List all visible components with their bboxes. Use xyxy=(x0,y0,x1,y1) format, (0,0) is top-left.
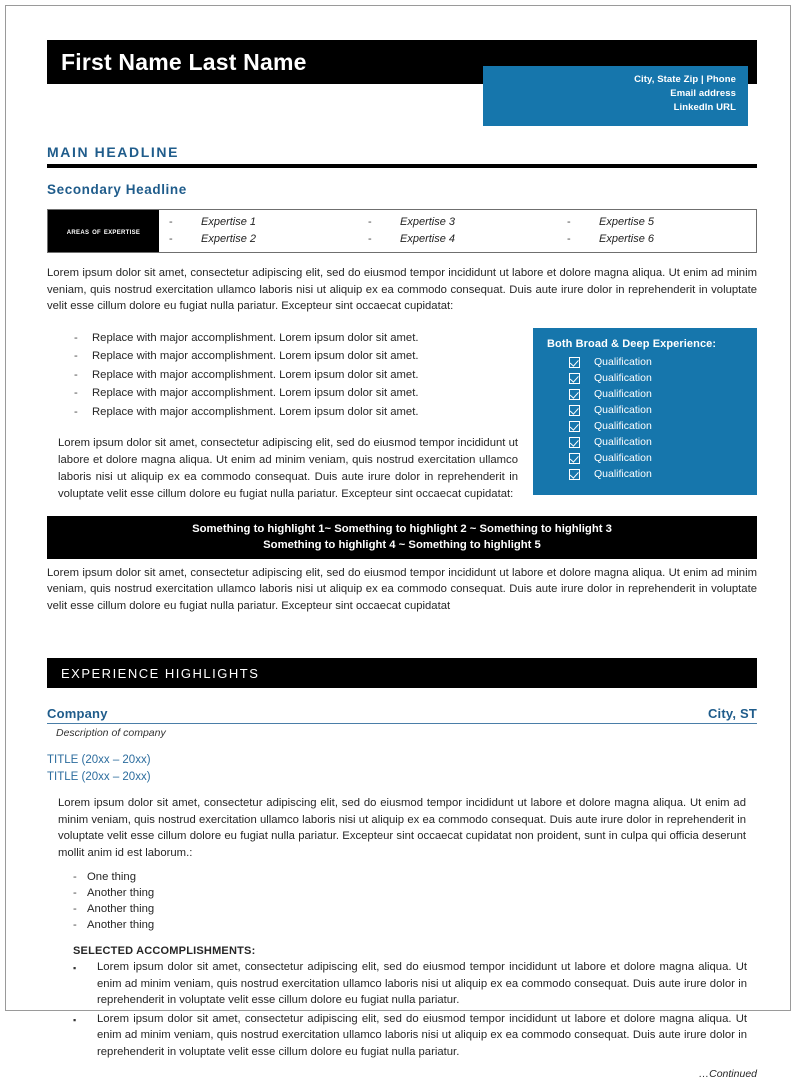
qualification-item xyxy=(569,355,747,370)
qualifications-box xyxy=(533,328,757,495)
thing-text: Another thing xyxy=(87,887,155,899)
expertise-label-text: Expertise 2 xyxy=(201,233,257,245)
company-description: Description of company xyxy=(56,727,166,739)
dash-bullet: - xyxy=(74,368,78,381)
list-item xyxy=(47,384,517,403)
dash-bullet: - xyxy=(74,405,78,418)
continued-footer: …Continued xyxy=(698,1068,757,1080)
secondary-headline: Secondary Headline xyxy=(47,182,187,197)
dash-bullet: - xyxy=(74,350,78,362)
dash-bullet: - xyxy=(567,233,571,245)
checkbox-checked-icon[interactable] xyxy=(569,389,580,400)
accomplishment-text: Replace with major accomplishment. Lorem ipsum dolor sit amet. xyxy=(92,387,419,399)
summary-intro-paragraph: Lorem ipsum dolor sit amet, consectetur adipiscing elit, sed do eiusmod tempor incididunt ut labore et dolore magna aliqua. Ut enim ad minim veniam, quis nostrud exercitation ullamco laboris nisi ut aliquip ex ea commodo consequat. Duis aute irure dolor in reprehenderit in voluptate velit esse cillum dolore eu fugiat nulla pariatur. Excepteur sint occaecat cupidatat: xyxy=(47,267,757,312)
checkbox-checked-icon[interactable] xyxy=(569,437,580,448)
dash-bullet: - xyxy=(73,919,77,931)
qualification-label: Qualification xyxy=(594,419,652,432)
expertise-label-text: Expertise 5 xyxy=(599,216,655,228)
job-titles xyxy=(47,752,757,785)
highlight-banner xyxy=(47,516,757,559)
company-header-row xyxy=(47,706,757,724)
areas-of-expertise-table xyxy=(47,209,757,253)
dash-bullet: - xyxy=(74,387,78,399)
qualification-label: Qualification xyxy=(594,371,652,384)
contact-info-box xyxy=(483,66,748,126)
contact-line-linkedin: LinkedIn URL xyxy=(673,102,736,113)
checkbox-checked-icon[interactable] xyxy=(569,405,580,416)
accomplishment-text: Replace with major accomplishment. Lorem ipsum dolor sit amet. xyxy=(92,350,419,362)
main-headline: MAIN HEADLINE xyxy=(47,144,180,160)
experience-section-title: EXPERIENCE HIGHLIGHTS xyxy=(61,666,260,681)
checkbox-checked-icon[interactable] xyxy=(569,357,580,368)
accomplishment-text: Replace with major accomplishment. Lorem ipsum dolor sit amet. xyxy=(92,368,419,381)
page-content xyxy=(47,40,757,1080)
dash-bullet: - xyxy=(73,887,77,899)
thing-text: One thing xyxy=(87,871,136,883)
dash-bullet: - xyxy=(73,871,77,883)
accomplishment-text: Replace with major accomplishment. Lorem ipsum dolor sit amet. xyxy=(92,331,419,344)
expertise-label-text: Expertise 4 xyxy=(400,233,456,245)
list-item xyxy=(47,959,747,1009)
qualification-label: Qualification xyxy=(594,403,652,416)
checkbox-checked-icon[interactable] xyxy=(569,421,580,432)
accomplishment-text: Lorem ipsum dolor sit amet, consectetur adipiscing elit, sed do eiusmod tempor incididunt ut labore et dolore magna aliqua. Ut enim ad minim veniam, quis nostrud exercitation ullamco laboris nisi ut aliquip ex ea commodo consequat. Duis aute irure dolor in reprehenderit in voluptate velit esse cillum dolore eu fugiat nulla pariatur. xyxy=(97,1012,747,1058)
qualification-item xyxy=(569,451,747,466)
selected-accomplishments-list xyxy=(47,959,757,1060)
qualifications-title: Both Broad & Deep Experience: xyxy=(547,337,717,350)
qualification-label: Qualification xyxy=(594,467,652,480)
main-headline-rule xyxy=(47,164,757,168)
areas-of-expertise-label: areas of expertise xyxy=(48,210,159,252)
accomplishment-text: Lorem ipsum dolor sit amet, consectetur adipiscing elit, sed do eiusmod tempor incididunt ut labore et dolore magna aliqua. Ut enim ad minim veniam, quis nostrud exercitation ullamco laboris nisi ut aliquip ex ea commodo consequat. Duis aute irure dolor in reprehenderit in voluptate velit esse cillum dolore eu fugiat nulla pariatur. xyxy=(97,961,747,1006)
dash-bullet: - xyxy=(368,216,372,228)
thing-text: Another thing xyxy=(87,919,155,931)
qualification-item xyxy=(569,435,747,450)
expertise-item xyxy=(169,214,358,231)
accomplishment-list xyxy=(47,329,517,504)
expertise-item xyxy=(368,231,557,248)
expertise-item xyxy=(567,231,756,248)
dash-bullet: - xyxy=(73,903,77,915)
list-item xyxy=(47,869,757,885)
dash-bullet: - xyxy=(368,233,372,245)
contact-line-email: Email address xyxy=(670,88,736,99)
accomplishment-text: Replace with major accomplishment. Lorem ipsum dolor sit amet. xyxy=(92,405,419,418)
qualification-item xyxy=(569,419,747,434)
expertise-item xyxy=(368,214,557,231)
summary-two-column-block xyxy=(47,329,757,504)
square-bullet-icon: ▪ xyxy=(73,963,77,973)
summary-secondary-paragraph: Lorem ipsum dolor sit amet, consectetur adipiscing elit, sed do eiusmod tempor incididunt ut labore et dolore magna aliqua. Ut enim ad minim veniam, quis nostrud exercitation ullamco laboris nisi ut aliquip ex ea commodo consequat. Duis aute irure dolor in reprehenderit in voluptate velit esse cillum dolore eu fugiat nulla pariatur. Excepteur sint occaecat cupidatat: xyxy=(58,437,518,500)
experience-section-bar xyxy=(47,658,757,688)
list-item xyxy=(47,1011,747,1061)
checkbox-checked-icon[interactable] xyxy=(569,469,580,480)
qualification-item xyxy=(569,403,747,418)
company-name: Company xyxy=(47,706,108,721)
expertise-label-text: Expertise 6 xyxy=(599,233,655,245)
list-item xyxy=(47,329,517,348)
list-item xyxy=(47,901,757,917)
role-thing-list xyxy=(47,869,757,933)
expertise-label-text: Expertise 3 xyxy=(400,216,456,228)
selected-accomplishments-heading: SELECTED ACCOMPLISHMENTS: xyxy=(73,945,256,957)
qualification-item xyxy=(569,371,747,386)
expertise-column-1 xyxy=(159,214,358,248)
list-item xyxy=(47,366,517,385)
resume-page xyxy=(5,5,791,1080)
list-item xyxy=(47,347,517,366)
thing-text: Another thing xyxy=(87,903,155,915)
highlight-line-1: Something to highlight 1~ Something to highlight 2 ~ Something to highlight 3 xyxy=(192,522,612,535)
qualification-label: Qualification xyxy=(594,435,652,448)
post-banner-paragraph: Lorem ipsum dolor sit amet, consectetur adipiscing elit, sed do eiusmod tempor incididunt ut labore et dolore magna aliqua. Ut enim ad minim veniam, quis nostrud exercitation ullamco laboris nisi ut aliquip ex ea commodo consequat. Duis aute irure dolor in reprehenderit in voluptate velit esse cillum dolore eu fugiat nulla pariatur. Excepteur sint occaecat cupidatat xyxy=(47,566,757,612)
expertise-label-text: Expertise 1 xyxy=(201,216,257,228)
checkbox-checked-icon[interactable] xyxy=(569,453,580,464)
company-location: City, ST xyxy=(707,706,757,721)
dash-bullet: - xyxy=(74,331,78,344)
role-paragraph: Lorem ipsum dolor sit amet, consectetur adipiscing elit, sed do eiusmod tempor incididunt ut labore et dolore magna aliqua. Ut enim ad minim veniam, quis nostrud exercitation ullamco laboris nisi ut aliquip ex ea commodo consequat. Duis aute irure dolor in reprehenderit in voluptate velit esse cillum dolore eu fugiat nulla pariatur. Excepteur sint occaecat cupidatat non proident, sunt in culpa qui officia deserunt mollit anim id est laborum.: xyxy=(58,797,746,859)
contact-line-address: City, State Zip | Phone xyxy=(634,74,736,85)
job-title-2: TITLE (20xx – 20xx) xyxy=(47,770,151,783)
expertise-column-2 xyxy=(358,214,557,248)
full-name: First Name Last Name xyxy=(61,49,307,75)
list-item xyxy=(47,885,757,901)
expertise-item xyxy=(567,214,756,231)
qualification-item xyxy=(569,467,747,482)
dash-bullet: - xyxy=(567,216,571,228)
expertise-columns xyxy=(159,210,756,252)
job-title-1: TITLE (20xx – 20xx) xyxy=(47,754,151,766)
highlight-line-2: Something to highlight 4 ~ Something to highlight 5 xyxy=(263,538,541,551)
checkbox-checked-icon[interactable] xyxy=(569,373,580,384)
qualification-label: Qualification xyxy=(594,451,652,464)
qualification-label: Qualification xyxy=(594,355,652,368)
expertise-item xyxy=(169,231,358,248)
qualification-label: Qualification xyxy=(594,387,652,400)
square-bullet-icon: ▪ xyxy=(73,1014,77,1025)
dash-bullet: - xyxy=(169,233,173,245)
expertise-column-3 xyxy=(557,214,756,248)
dash-bullet: - xyxy=(169,216,173,228)
qualification-item xyxy=(569,387,747,402)
list-item xyxy=(47,403,517,422)
list-item xyxy=(47,917,757,933)
